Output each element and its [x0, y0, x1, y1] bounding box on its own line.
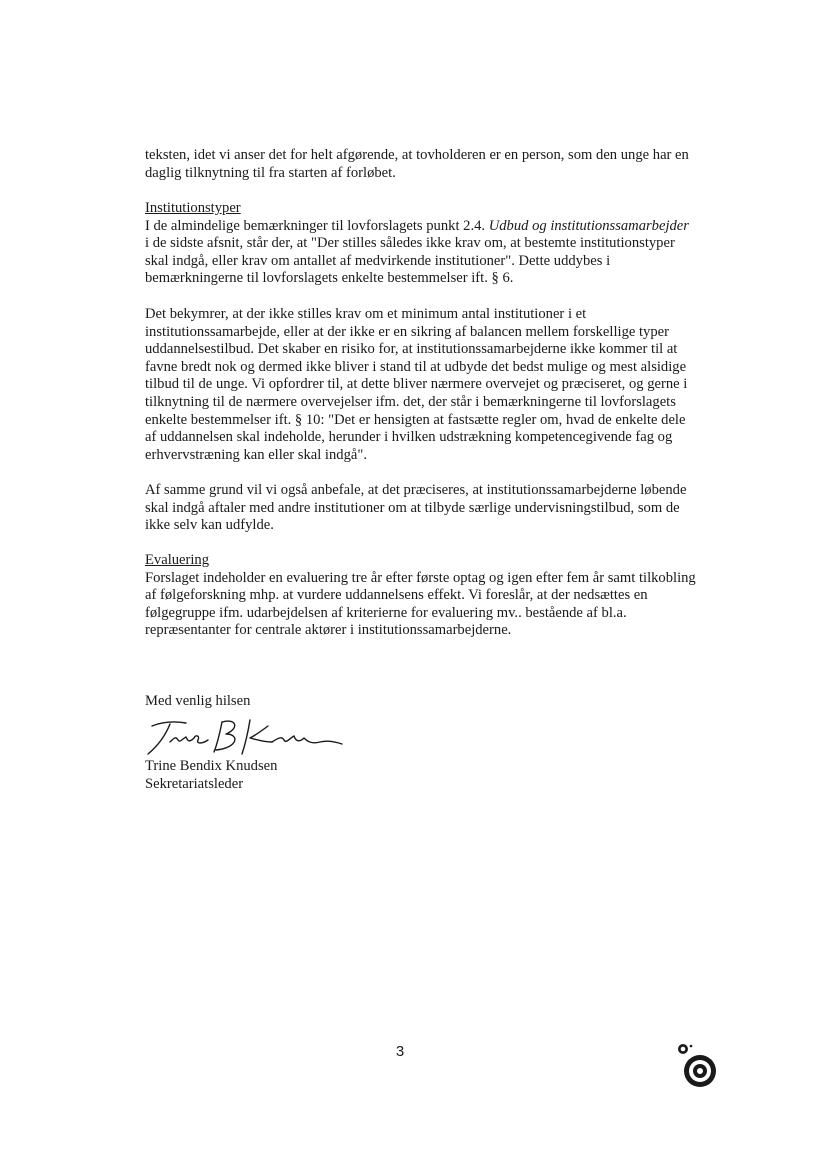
- salutation-text: Med venlig hilsen: [145, 693, 251, 709]
- italic-reference: Udbud og institutionssamarbejder: [488, 217, 689, 234]
- text-line: favne bredt nok og dermed ikke bliver i stand til at udbyde det bedst mulige og mest alsidige: [145, 358, 687, 375]
- text-line: af uddannelsen skal indeholde, herunder i hvilken udstrækning kompetencegivende fag og: [145, 429, 673, 446]
- text-line: institutionssamarbejde, eller at der ikke er en sikring af balancen mellem forskellige typer: [145, 323, 669, 340]
- text-segment: I de almindelige bemærkninger til lovforslagets punkt 2.4.: [145, 217, 489, 234]
- text-line: skal indgå, eller krav om antallet af medvirkende institutioner". Dette uddybes i: [145, 252, 611, 269]
- evaluation-section: [145, 552, 735, 640]
- page-number: 3: [395, 1043, 405, 1060]
- text-line: bemærkningerne til lovforslagets enkelte bestemmelser ift. § 6.: [145, 270, 514, 287]
- signature-block: [145, 758, 735, 793]
- text-line: erhvervstræning kan eller skal indgå".: [145, 446, 367, 463]
- recommendation-paragraph: [145, 482, 735, 535]
- text-line: teksten, idet vi anser det for helt afgørende, at tovholderen er en person, som den unge har en: [145, 147, 689, 163]
- signer-name: Trine Bendix Knudsen: [145, 758, 278, 774]
- institution-types-section: [145, 200, 735, 288]
- text-line: Forslaget indeholder en evaluering tre år efter første optag og igen efter fem år samt tilkobling: [145, 569, 696, 586]
- concern-paragraph: [145, 306, 735, 464]
- organization-logo-icon: [674, 1040, 724, 1090]
- handwritten-signature: [140, 712, 350, 762]
- text-line: skal indgå aftaler med andre institutioner om at tilbyde særlige undervisningstilbud, som de: [145, 499, 680, 516]
- text-line: repræsentanter for centrale aktører i institutionssamarbejderne.: [145, 622, 512, 639]
- section-heading-evaluation: Evaluering: [145, 552, 210, 568]
- text-line: Af samme grund vil vi også anbefale, at det præciseres, at institutionssamarbejderne løbende: [145, 482, 687, 498]
- signer-title: Sekretariatsleder: [145, 775, 244, 792]
- text-line: enkelte bestemmelser ift. § 10: "Det er hensigten at fastsætte regler om, hvad de enkelte dele: [145, 411, 686, 428]
- text-line: ikke selv kan udfylde.: [145, 517, 274, 534]
- text-line: følgegruppe ifm. udarbejdelsen af kriterierne for evaluering mv.. bestående af bl.a.: [145, 604, 627, 621]
- text-line: tilbud til de unge. Vi opfordrer til, at dette bliver nærmere overvejet og præciseret, og gerne i: [145, 376, 688, 393]
- section-heading-institution-types: Institutionstyper: [145, 200, 241, 216]
- closing-salutation: [145, 693, 735, 711]
- text-line: [145, 218, 735, 236]
- text-line: daglig tilknytning til fra starten af forløbet.: [145, 164, 396, 181]
- text-line: i de sidste afsnit, står der, at "Der stilles således ikke krav om, at bestemte institutionstyper: [145, 235, 675, 252]
- text-line: af følgeforskning mhp. at vurdere uddannelsens effekt. Vi foreslår, at der nedsættes en: [145, 587, 648, 604]
- text-line: tilknytning til de nærmere overvejelser ifm. det, der står i bemærkningerne til lovforslagets: [145, 393, 676, 410]
- intro-paragraph: [145, 147, 735, 182]
- text-line: uddannelsestilbud. Det skaber en risiko for, at institutionssamarbejderne ikke kommer til at: [145, 341, 678, 358]
- text-line: Det bekymrer, at der ikke stilles krav om et minimum antal institutioner i et: [145, 306, 587, 322]
